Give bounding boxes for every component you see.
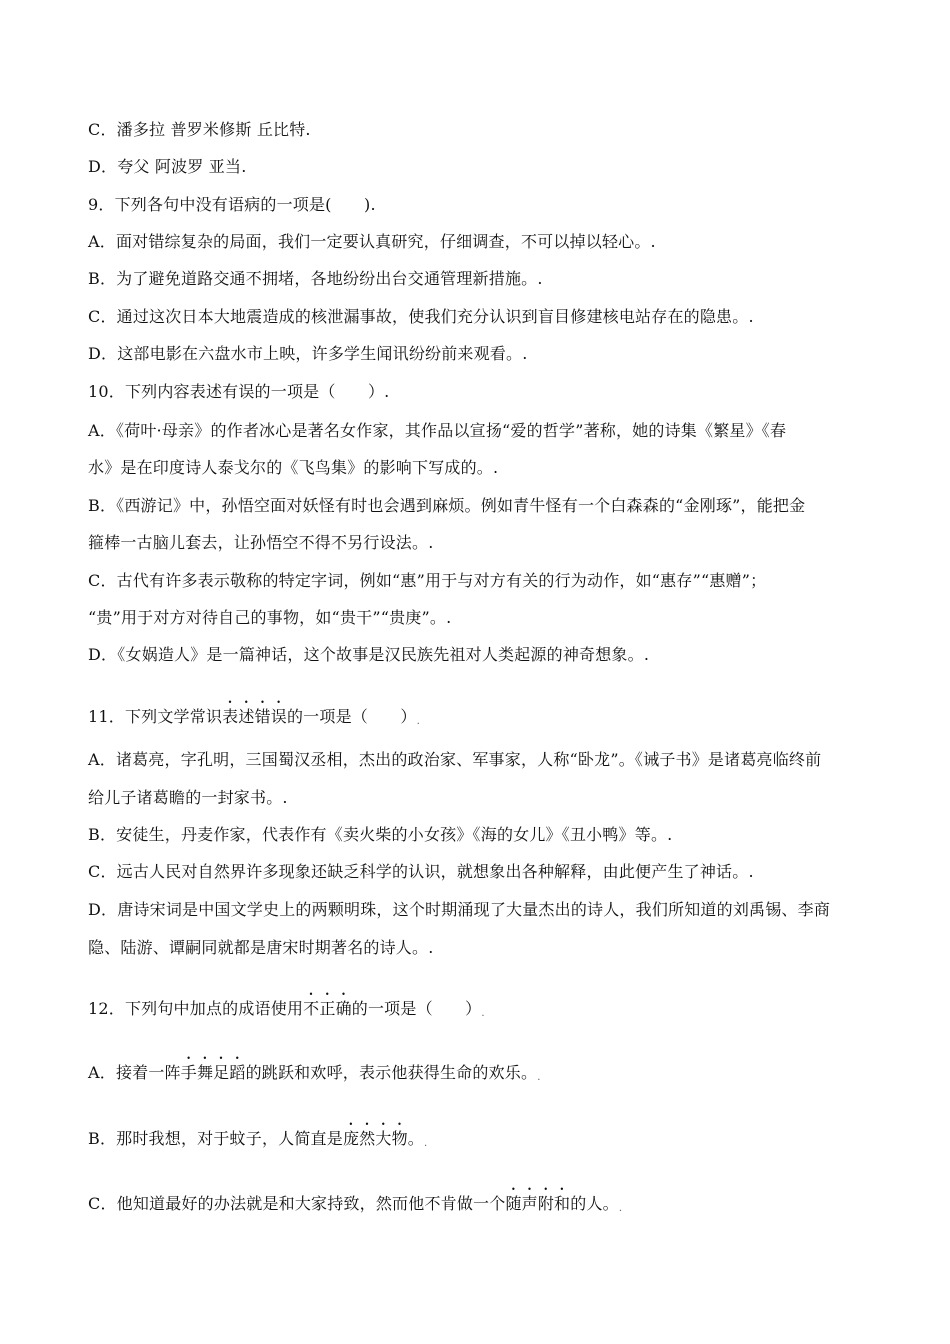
option-d-q11-line2: 隐、陆游、谭嗣同就都是唐宋时期著名的诗人。. (88, 938, 434, 957)
question-9: 9．下列各句中没有语病的一项是( ). (88, 195, 376, 214)
option-c-q8: C．潘多拉 普罗米修斯 丘比特. (88, 120, 311, 139)
option-c-q10-line1: C．古代有许多表示敬称的特定字词，例如“惠”用于与对方有关的行为动作，如“惠存”“惠赠”； (88, 571, 767, 590)
option-a-q11-line2: 给儿子诸葛瞻的一封家书。. (88, 788, 288, 807)
q11-emphasis: 表述错误 (222, 707, 287, 726)
q12-suffix: 的一项是（ ） (351, 999, 482, 1018)
q12b-suffix: 。 (407, 1129, 424, 1148)
q12-prefix: 12．下列句中加点的成语使用 (88, 999, 304, 1018)
option-a-q10-line1: A．《荷叶·母亲》的作者冰心是著名女作家，其作品以宣扬“爱的哲学”著称，她的诗集《繁星》《春 (88, 421, 787, 440)
option-d-q11-line1: D．唐诗宋词是中国文学史上的两颗明珠，这个时期涌现了大量杰出的诗人，我们所知道的刘禹锡、李商 (88, 900, 831, 919)
q12a-tail: . (537, 1072, 541, 1083)
q11-prefix: 11．下列文学常识 (88, 707, 223, 726)
q12c-idiom: 随声附和 (505, 1194, 571, 1213)
q12a-prefix: A．接着一阵 (88, 1063, 181, 1082)
q12b-tail: . (423, 1138, 428, 1149)
option-b-q11: B．安徒生，丹麦作家，代表作有《卖火柴的小女孩》《海的女儿》《丑小鸭》等。. (88, 825, 673, 844)
q11-suffix: 的一项是（ ） (286, 707, 417, 726)
option-a-q10-line2: 水》是在印度诗人泰戈尔的《飞鸟集》的影响下写成的。. (88, 458, 499, 477)
option-c-q11: C．远古人民对自然界许多现象还缺乏科学的认识，就想象出各种解释，由此便产生了神话。. (88, 862, 754, 881)
q12c-prefix: C．他知道最好的办法就是和大家持致，然而他不肯做一个 (88, 1194, 506, 1213)
option-d-q8: D．夸父 阿波罗 亚当. (88, 157, 247, 176)
option-d-q9: D．这部电影在六盘水市上映，许多学生闻讯纷纷前来观看。. (88, 344, 528, 363)
q12a-suffix: 的跳跃和欢呼，表示他获得生命的欢乐。 (245, 1063, 538, 1082)
q12c-tail: . (618, 1203, 623, 1214)
q12a-idiom: 手舞足蹈 (180, 1063, 246, 1082)
option-b-q10-line1: B．《西游记》中，孙悟空面对妖怪有时也会遇到麻烦。例如青牛怪有一个白森森的“金刚琢”，能把金 (88, 496, 806, 515)
q12-tail: . (481, 1008, 485, 1019)
q12c-suffix: 的人。 (570, 1194, 619, 1213)
option-b-q9: B．为了避免道路交通不拥堵，各地纷纷出台交通管理新措施。. (88, 269, 543, 288)
option-c-q10-line2: “贵”用于对方对待自己的事物，如“贵干”“贵庚”。. (88, 608, 452, 627)
option-a-q12 (88, 1054, 541, 1088)
option-c-q9: C．通过这次日本大地震造成的核泄漏事故，使我们充分认识到盲目修建核电站存在的隐患。. (88, 307, 754, 326)
option-c-q12 (88, 1185, 622, 1219)
q12b-idiom: 庞然大物 (342, 1129, 408, 1148)
option-b-q10-line2: 箍棒一古脑儿套去，让孙悟空不得不另行设法。. (88, 533, 434, 552)
question-11 (88, 698, 420, 732)
option-a-q9: A．面对错综复杂的局面，我们一定要认真研究，仔细调查，不可以掉以轻心。. (88, 232, 656, 251)
q12-emphasis: 不正确 (303, 999, 352, 1018)
option-d-q10: D．《女娲造人》是一篇神话，这个故事是汉民族先祖对人类起源的神奇想象。. (88, 645, 650, 664)
q11-tail: . (416, 716, 420, 727)
option-b-q12 (88, 1120, 427, 1154)
option-a-q11-line1: A．诸葛亮，字孔明，三国蜀汉丞相，杰出的政治家、军事家，人称“卧龙”。《诫子书》是诸葛亮临终前 (88, 750, 822, 769)
question-10: 10．下列内容表述有误的一项是（ ）. (88, 382, 390, 401)
question-12 (88, 990, 485, 1024)
q12b-prefix: B．那时我想，对于蚊子，人简直是 (88, 1129, 343, 1148)
